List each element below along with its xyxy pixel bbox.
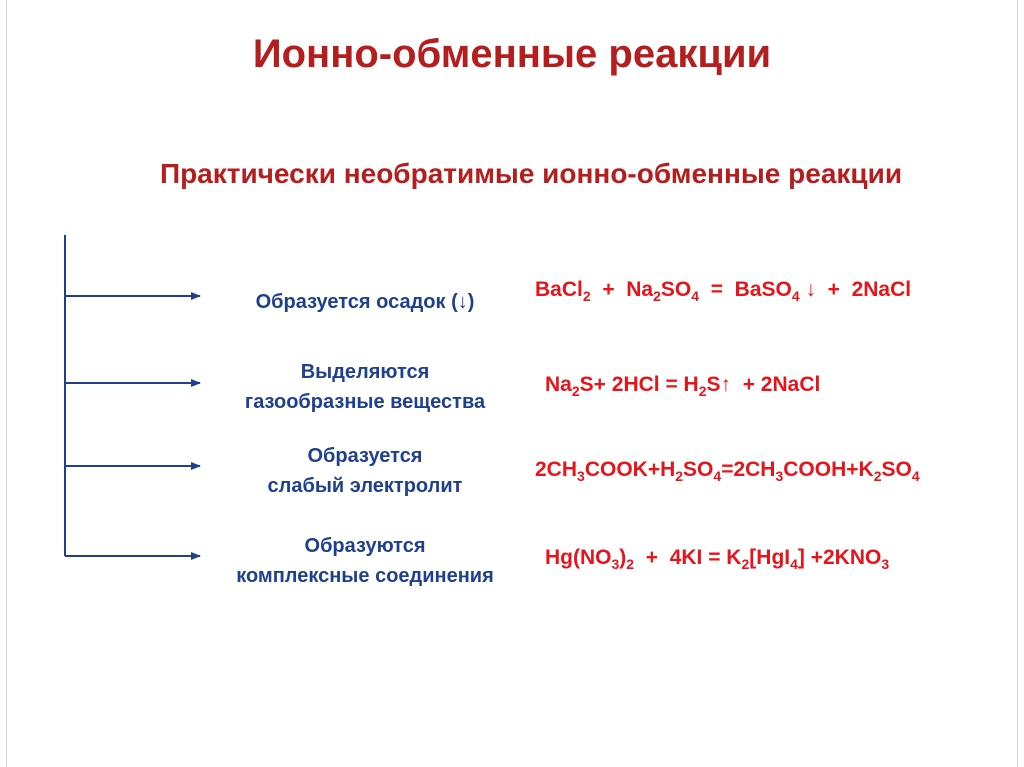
- formula-text: S+ 2HCl = H: [579, 373, 699, 396]
- formula-text: SO: [683, 458, 714, 481]
- formula-text: SO: [660, 278, 692, 301]
- formula-text: Hg(NO: [545, 546, 612, 569]
- formula-text: + 4KI = K: [634, 546, 742, 569]
- formula-subscript: 4: [790, 556, 798, 572]
- formula-text: [HgI: [749, 546, 791, 569]
- branch-label-line: Образуются: [304, 535, 426, 557]
- formula-subscript: 3: [577, 468, 585, 484]
- formula-text: BaCl: [535, 278, 583, 301]
- formula-text: ): [619, 546, 627, 569]
- formula-subscript: 4: [791, 288, 800, 304]
- formula-text: Na: [545, 373, 572, 396]
- formula-text: + Na: [590, 278, 654, 301]
- branch-label-weak-electrolyte: [185, 441, 545, 501]
- branch-label-line: слабый электролит: [267, 475, 463, 497]
- formula-text: S↑ + 2NaCl: [706, 373, 821, 396]
- equation-weak-electrolyte: [535, 458, 920, 484]
- formula-text: ↓ + 2NaCl: [799, 278, 912, 301]
- formula-subscript: 2: [675, 468, 684, 484]
- branch-label-line: Образуется: [307, 445, 423, 467]
- formula-text: = BaSO: [699, 278, 792, 301]
- formula-subscript: 2: [626, 556, 635, 572]
- branch-label-line: комплексные соединения: [236, 565, 494, 587]
- equation-gas: [545, 373, 820, 399]
- formula-subscript: 2: [698, 383, 707, 399]
- formula-text: COOK+H: [584, 458, 676, 481]
- formula-subscript: 4: [713, 468, 722, 484]
- branch-label-gas: [185, 357, 545, 417]
- formula-text: COOH+K: [783, 458, 874, 481]
- branch-label-line: газообразные вещества: [244, 391, 486, 413]
- formula-subscript: 3: [881, 556, 890, 572]
- slide-subtitle: Практически необратимые ионно-обменные реакции: [159, 158, 903, 189]
- branch-label-precipitate: [185, 287, 545, 317]
- formula-subscript: 2: [582, 288, 591, 304]
- formula-subscript: 3: [775, 468, 784, 484]
- formula-text: SO: [881, 458, 912, 481]
- branch-label-complex: [185, 531, 545, 591]
- formula-text: =2CH: [721, 458, 776, 481]
- slide-title: Ионно-обменные реакции: [252, 32, 772, 76]
- formula-subscript: 2: [571, 383, 580, 399]
- formula-subscript: 2: [741, 556, 750, 572]
- formula-subscript: 4: [691, 288, 700, 304]
- branch-label-line: Выделяются: [300, 361, 430, 383]
- equation-complex: [545, 546, 889, 572]
- formula-subscript: 2: [653, 288, 661, 304]
- formula-text: ] +2KNO: [797, 546, 882, 569]
- formula-subscript: 3: [611, 556, 620, 572]
- equation-precipitate: [535, 278, 911, 304]
- formula-subscript: 2: [873, 468, 882, 484]
- formula-text: 2CH: [535, 458, 578, 481]
- formula-subscript: 4: [911, 468, 920, 484]
- branch-label-line: Образуется осадок (↓): [255, 291, 475, 313]
